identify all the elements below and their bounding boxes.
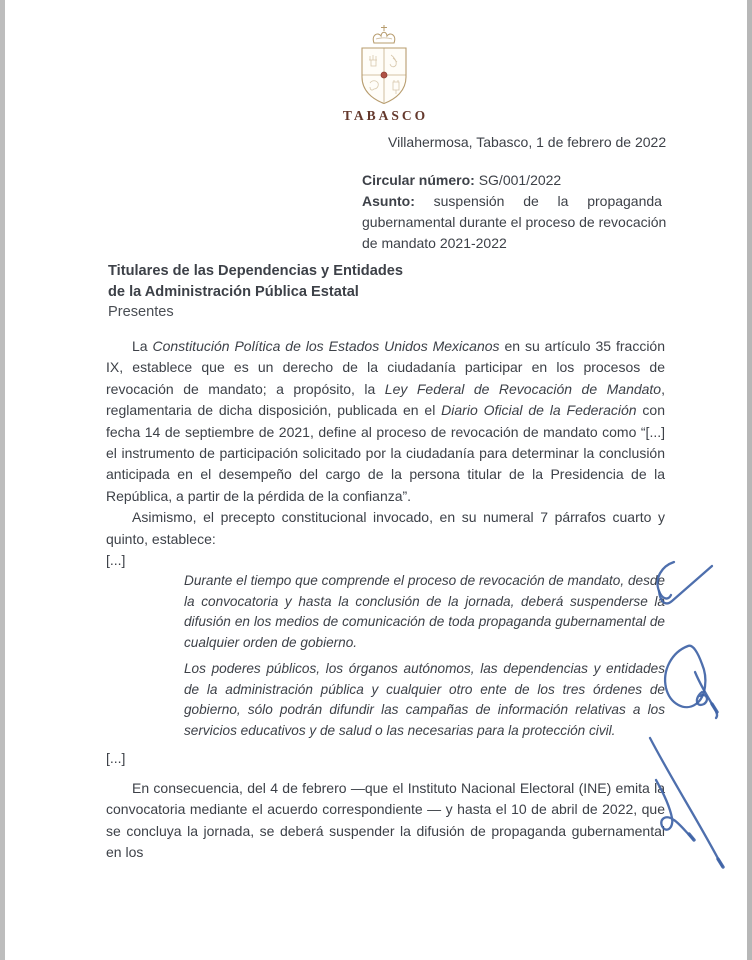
addressee-line-1: Titulares de las Dependencias y Entidades — [108, 263, 403, 279]
subject-block — [362, 191, 667, 254]
subject-line-2: gubernamental durante el proceso de revocación — [362, 214, 667, 230]
pen-loop-scribble — [658, 642, 724, 726]
addressee-line-3: Presentes — [108, 304, 174, 320]
paragraph-consecuencia: En consecuencia, del 4 de febrero —que el Instituto Nacional Electoral (INE) emita la convocatoria mediante el acuerdo correspondiente — y hasta el 10 de abril de 2022, que se concluya la jornada, se deberá suspender la difusión de propaganda gubernamental en los — [106, 779, 665, 861]
ellipsis-marker-top: [...] — [106, 552, 126, 569]
addressee-block — [108, 261, 403, 323]
letter-body — [106, 336, 665, 864]
scan-edge-right — [747, 0, 752, 960]
quoted-provision-1: Durante el tiempo que comprende el proceso de revocación de mandato, desde la convocatoria y hasta la conclusión de la jornada, deberá suspenderse la difusión en los medios de comunicación de toda propaganda gubernamental de cualquier orden de gobierno. — [184, 573, 665, 650]
paragraph-constitucion: La Constitución Política de los Estados Unidos Mexicanos en su artículo 35 fracción IX, establece que es un derecho de la ciudadanía participar en los procesos de revocación de mandato; a propósito, la Ley Federal de Revocación de Mandato, reglamentaria de dicha disposición, publicada en el Diario Oficial de la Federación con fecha 14 de septiembre de 2021, define al proceso de revocación de mandato como “[...] el instrumento de participación solicitado por la ciudadanía para determinar la conclusión anticipada en el desempeño del cargo de la persona titular de la Presidencia de la República, a partir de la pérdida de la confianza”. — [106, 338, 665, 504]
circular-number-line: Circular número: SG/001/2022 — [362, 172, 562, 188]
head-block — [362, 132, 667, 254]
addressee-line-2: de la Administración Pública Estatal — [108, 283, 359, 300]
dateline: Villahermosa, Tabasco, 1 de febrero de 2022 — [388, 134, 667, 150]
subject-line-3: de mandato 2021-2022 — [362, 235, 507, 251]
paragraph-asimismo: Asimismo, el precepto constitucional invocado, en su numeral 7 párrafos cuarto y quinto, establece: — [106, 509, 665, 547]
tabasco-coat-of-arms-icon — [347, 24, 421, 106]
seal-caption: TABASCO — [342, 108, 429, 123]
subject-line-1: Asunto: suspensión de la propaganda — [362, 193, 662, 209]
letterhead — [338, 24, 430, 124]
scan-edge-left — [0, 0, 5, 960]
quoted-provision-2: Los poderes públicos, los órganos autónomos, las dependencias y entidades de la administración pública y cualquier otro ente de los tres órdenes de gobierno, sólo podrán difundir las campañas de información relativas a los servicios educativos y de salud o las necesarias para la protección civil. — [184, 661, 665, 738]
ellipsis-marker-bottom: [...] — [106, 750, 126, 767]
